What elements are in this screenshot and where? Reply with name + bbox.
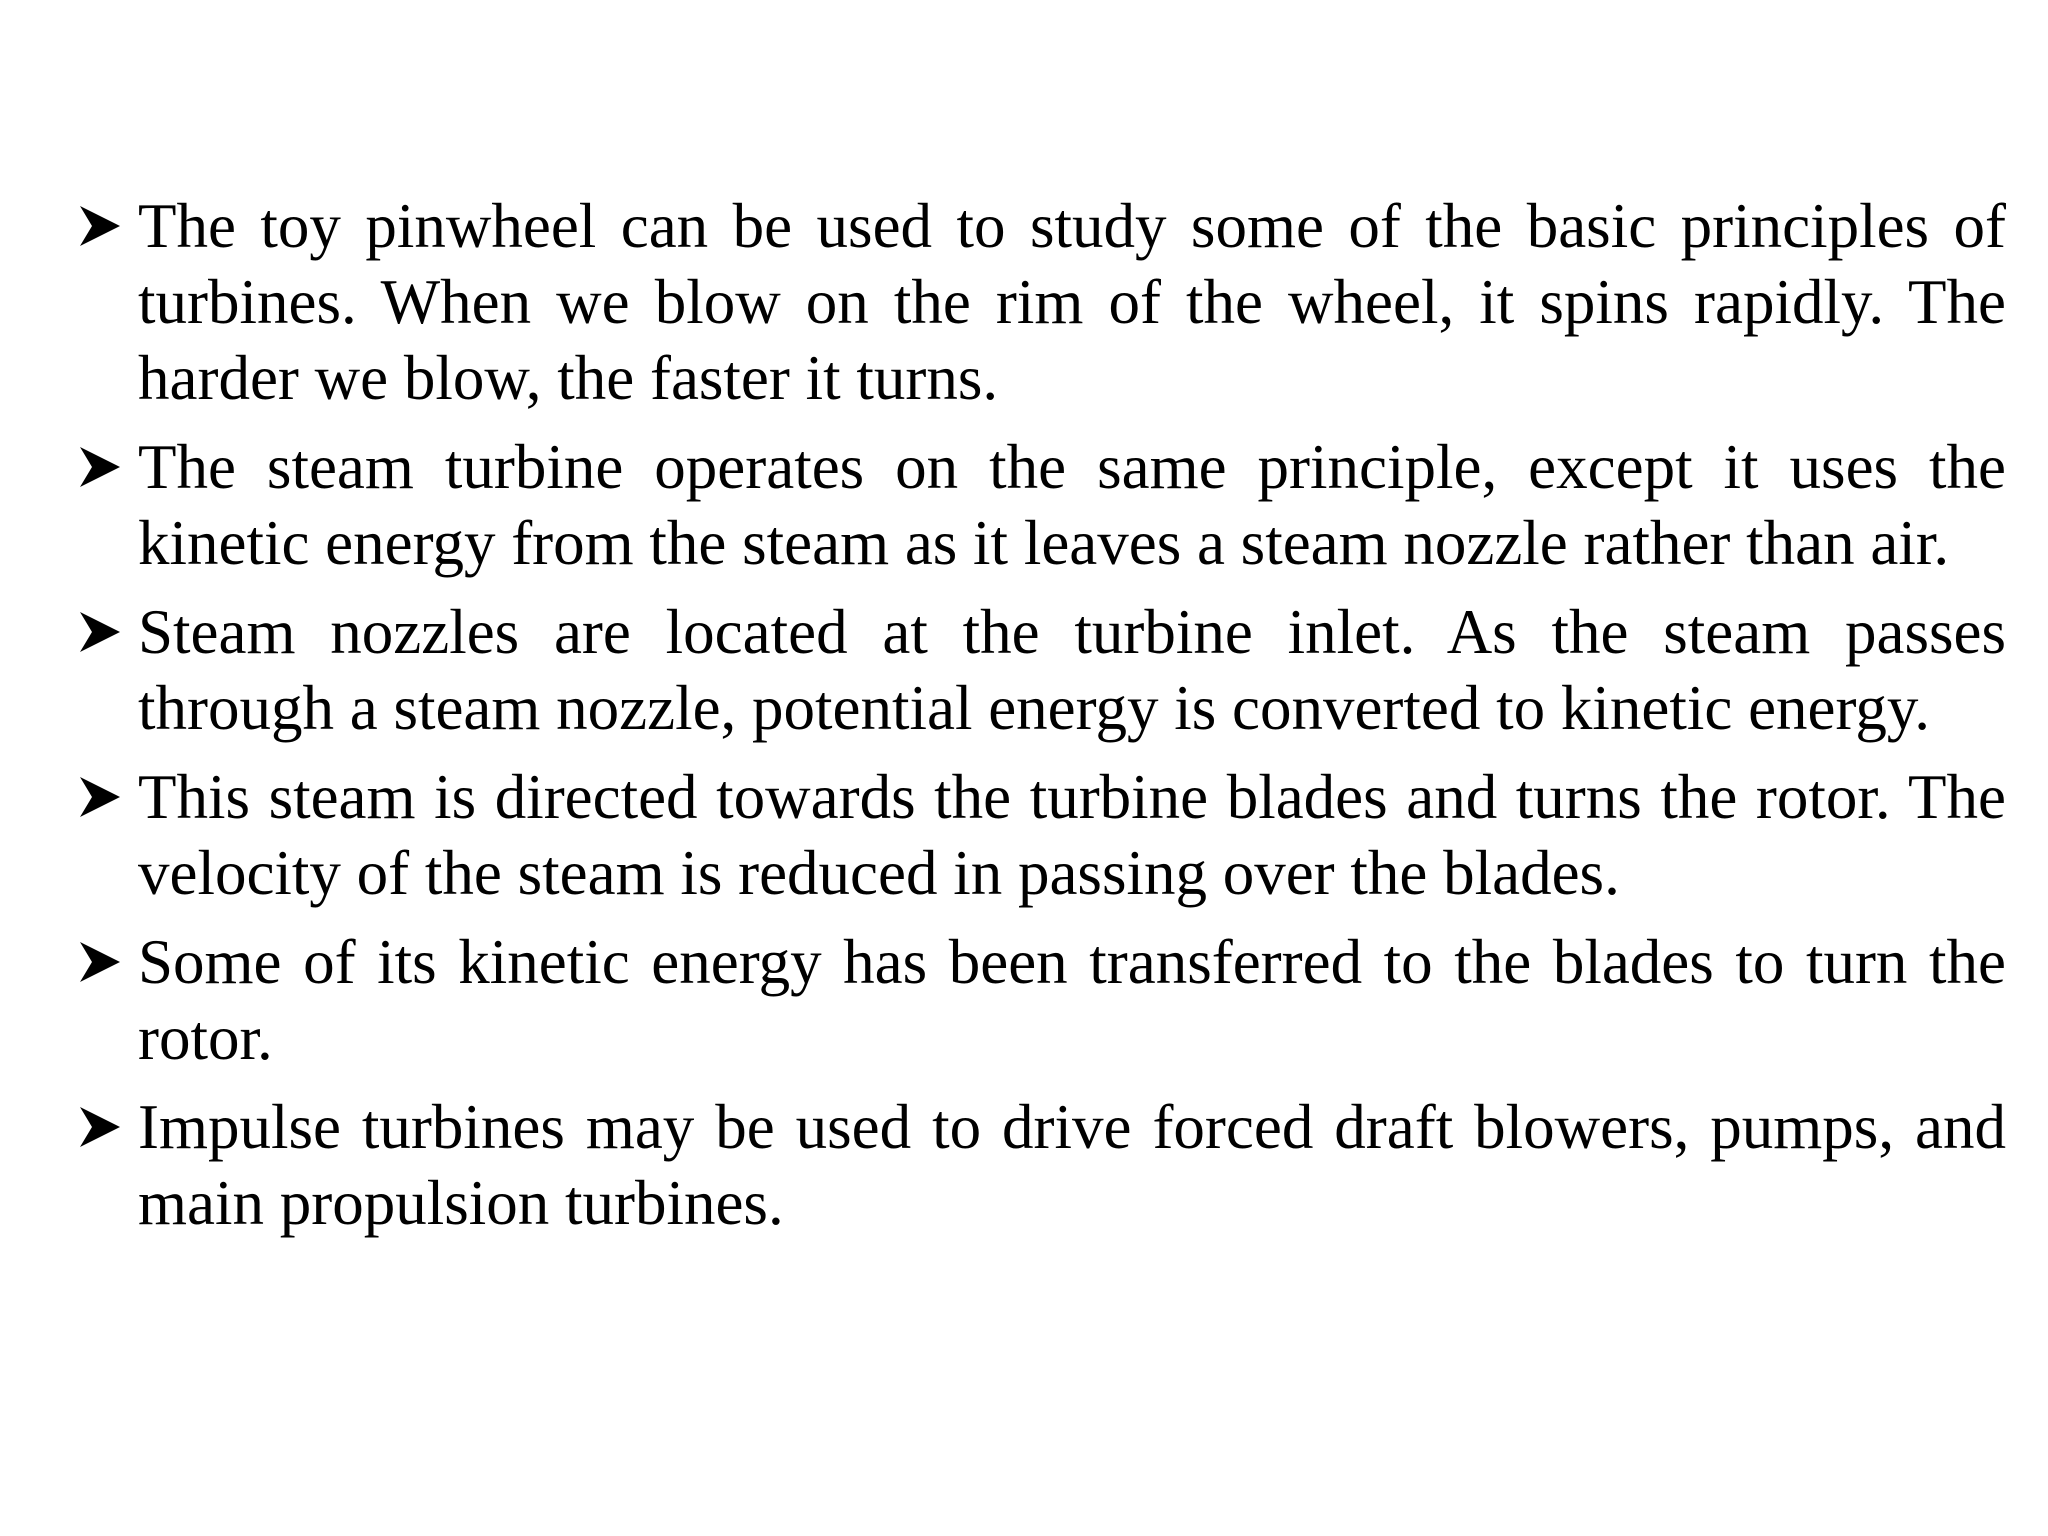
bullet-text: The steam turbine operates on the same principle, except it uses the kinetic energy from the steam as it leaves a steam nozzle rather than air.: [138, 432, 2006, 578]
bullet-text: Some of its kinetic energy has been transferred to the blades to turn the rotor.: [138, 927, 2006, 1073]
bullet-item-impulse-turbines: [78, 1089, 2006, 1241]
bullet-text: Impulse turbines may be used to drive forced draft blowers, pumps, and main propulsion turbines.: [138, 1092, 2006, 1238]
arrowhead-bullet-icon: [78, 924, 138, 1000]
arrowhead-bullet-icon: [78, 429, 138, 505]
arrowhead-bullet-icon: [78, 1089, 138, 1165]
bullet-item-turbine-blades: [78, 759, 2006, 911]
arrowhead-bullet-icon: [78, 594, 138, 670]
bullet-list: [78, 188, 2006, 1254]
bullet-item-pinwheel: [78, 188, 2006, 416]
bullet-item-steam-nozzles: [78, 594, 2006, 746]
arrowhead-bullet-icon: [78, 759, 138, 835]
bullet-text: This steam is directed towards the turbine blades and turns the rotor. The velocity of the steam is reduced in passing over the blades.: [138, 762, 2006, 908]
bullet-text: Steam nozzles are located at the turbine inlet. As the steam passes through a steam nozzle, potential energy is converted to kinetic energy.: [138, 597, 2006, 743]
bullet-item-steam-turbine: [78, 429, 2006, 581]
arrowhead-bullet-icon: [78, 188, 138, 264]
bullet-item-kinetic-energy: [78, 924, 2006, 1076]
bullet-text: The toy pinwheel can be used to study some of the basic principles of turbines. When we blow on the rim of the wheel, it spins rapidly. The harder we blow, the faster it turns.: [138, 191, 2006, 413]
